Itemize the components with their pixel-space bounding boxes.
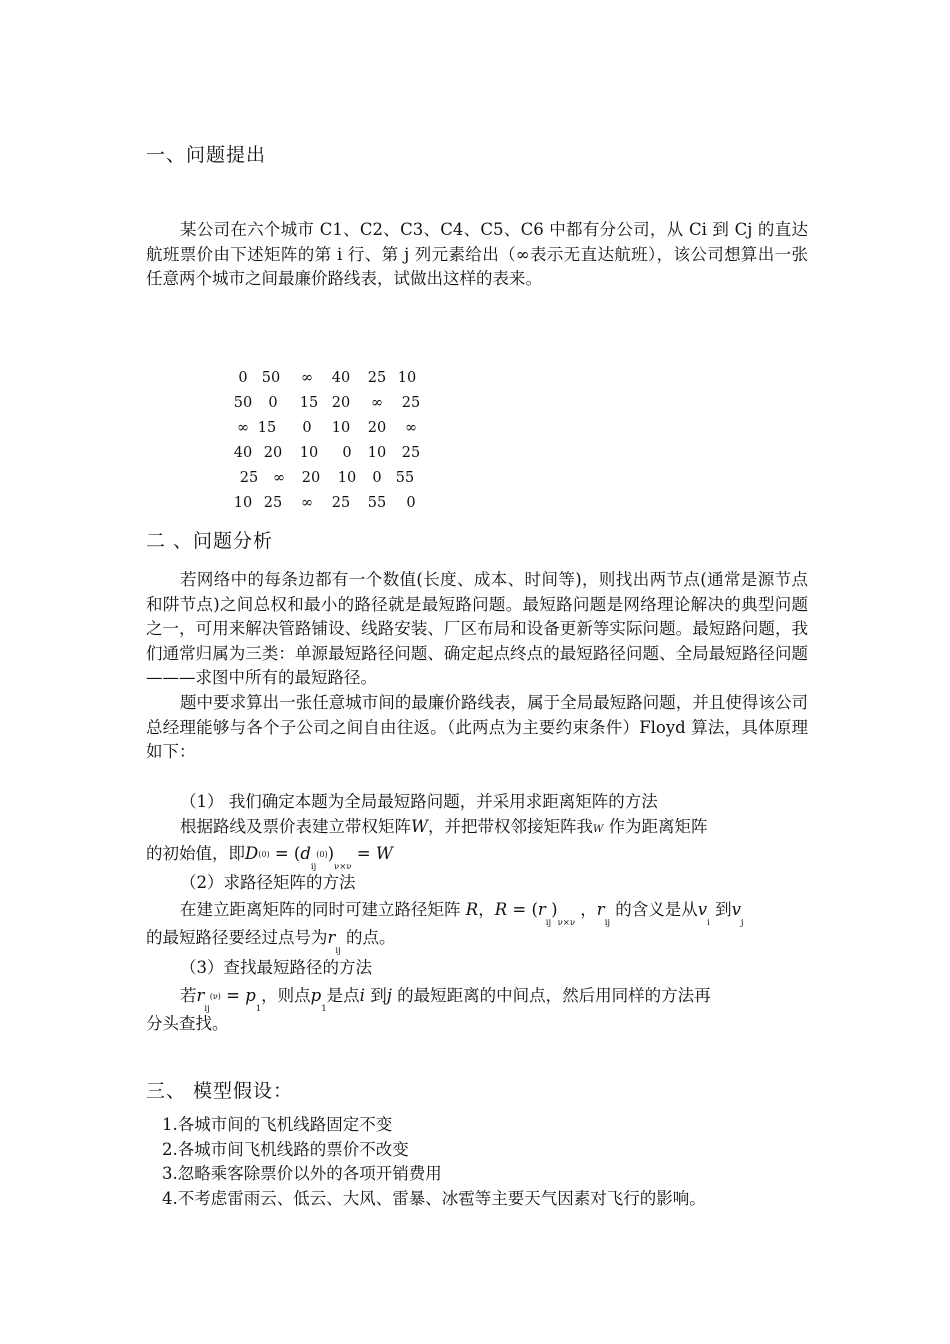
step3-title: （3）查找最短路径的方法 [180,958,372,977]
section-heading-1: 一、问题提出 [146,144,267,166]
step2-text-b: 的含义是从 [615,900,698,919]
step2-line2: 的最短路径要经过点号为$r_{ij}$ 的点。 [146,928,396,956]
matrix-cell: 0 [268,395,278,411]
matrix-cell: 20 [331,395,351,411]
price-matrix [233,370,438,520]
section-heading-3: 三、 模型假设： [146,1080,294,1102]
step3-line1: 若$r_{ij}(\nu) = p_1$，则点$p_1$是点i 到j 的最短距离的中间点，然后用同样的方法再 [180,986,711,1014]
assumption-list [162,1113,706,1211]
matrix-cell: 25 [401,395,421,411]
step1-text-f: 的初始值，即 [146,844,245,863]
matrix-row [233,445,438,470]
step3-text-a: 若 [180,986,197,1005]
matrix-row [238,370,438,395]
matrix-cell: 50 [261,370,281,386]
analysis-paragraph-1: 若网络中的每条边都有一个数值(长度、成本、时间等)，则找出两节点(通常是源节点和阱节点)之间总权和最小的路径就是最短路问题。最短路问题是网络理论解决的典型问题之一，可用来解决管路铺设、线路安装、厂区布局和设备更新等实际问题。最短路问题，我们通常归属为三类：单源最短路径问题、确定起点终点的最短路径问题、全局最短路径问题———求图中所有的最短路径。 [146,570,808,687]
matrix-cell: ∞ [300,495,314,511]
matrix-row [233,395,438,420]
matrix-w-symbol: W [411,817,428,836]
list-item: 2.各城市间飞机线路的票价不改变 [162,1139,409,1159]
matrix-cell: 15 [257,420,277,436]
step2-line1: 在建立距离矩阵的同时可建立路径矩阵 R，$R = (r_{ij})_{\nu\times\nu}$ ，$r_{ij}$ 的含义是从$v_i$ 到$v_j$ [180,900,744,928]
matrix-cell: 25 [331,495,351,511]
matrix-cell: ∞ [300,370,314,386]
matrix-w-small: W [592,824,604,835]
step1-text-e: 作为距离矩阵 [603,817,708,836]
matrix-cell: ∞ [370,395,384,411]
step3-text-d: 到 [370,986,387,1005]
matrix-row [238,420,438,445]
list-item: 4.不考虑雷雨云、低云、大风、雷暴、冰雹等主要天气因素对飞行的影响。 [162,1188,706,1208]
step2-text-e: 的点。 [340,928,396,947]
matrix-cell: 50 [233,395,253,411]
matrix-cell: 15 [299,395,319,411]
formula-d0: $D(0) = (d_{ij}(0))_{\nu\times\nu} = W$ [245,844,393,872]
matrix-cell: 0 [342,445,352,461]
matrix-cell: 20 [301,470,321,486]
step2-text-d: 的最短路径要经过点号为 [146,928,328,947]
matrix-cell: 40 [331,370,351,386]
matrix-cell: ∞ [404,420,418,436]
problem-paragraph: 某公司在六个城市 C1、C2、C3、C4、C5、C6 中都有分公司，从 Ci 到 Cj 的直达航班票价由下述矩阵的第 i 行、第 j 列元素给出（∞表示无直达航班），该公司想算出一张任意两个城市之间最廉价路线表，试做出这样的表来。 [146,220,808,288]
matrix-cell: 10 [331,420,351,436]
matrix-cell: 20 [367,420,387,436]
matrix-cell: 20 [263,445,283,461]
matrix-cell: 10 [233,495,253,511]
step1-title: （1） 我们确定本题为全局最短路问题，并采用求距离矩阵的方法 [180,792,658,811]
step3-text-b: ，则点 [261,986,311,1005]
step3-text-c: 是点 [326,986,360,1005]
matrix-cell: 40 [233,445,253,461]
matrix-cell: 10 [367,445,387,461]
matrix-cell: ∞ [272,470,286,486]
step2-text-a: 在建立距离矩阵的同时可建立路径矩阵 [180,900,466,919]
step1-line1 [180,815,708,842]
step1-line2 [146,842,393,872]
formula-r: R，$R = (r_{ij})_{\nu\times\nu}$ ，$r_{ij}$ [465,900,611,928]
matrix-cell: 10 [299,445,319,461]
matrix-cell: 25 [239,470,259,486]
matrix-cell: ∞ [236,420,250,436]
list-item: 1.各城市间的飞机线路固定不变 [162,1115,393,1134]
matrix-row [233,495,438,520]
list-item: 3.忽略乘客除票价以外的各项开销费用 [162,1164,442,1183]
matrix-cell: 0 [372,470,382,486]
matrix-row [238,470,438,495]
step2-title: （2）求路径矩阵的方法 [180,873,356,892]
step2-text-c: 到 [715,900,732,919]
matrix-cell: 25 [263,495,283,511]
matrix-cell: 0 [302,420,312,436]
step3-line2: 分头查找。 [146,1014,229,1033]
step1-text-a: 根据路线及票价表建立带权矩阵 [180,817,411,836]
matrix-cell: 10 [337,470,357,486]
matrix-cell: 0 [238,370,248,386]
matrix-cell: 0 [406,495,416,511]
analysis-paragraph-2: 题中要求算出一张任意城市间的最廉价路线表，属于全局最短路问题，并且使得该公司总经理能够与各个子公司之间自由往返。（此两点为主要约束条件）Floyd 算法，具体原理如下： [146,693,808,761]
matrix-cell: 55 [395,470,415,486]
matrix-cell: 10 [397,370,417,386]
matrix-cell: 25 [367,370,387,386]
step3-text-e: 的最短距离的中间点，然后用同样的方法再 [397,986,711,1005]
step1-text-c: ，并把带权邻接矩阵我 [427,817,593,836]
matrix-cell: 55 [367,495,387,511]
section-heading-2: 二 、问题分析 [146,530,274,552]
matrix-cell: 25 [401,445,421,461]
